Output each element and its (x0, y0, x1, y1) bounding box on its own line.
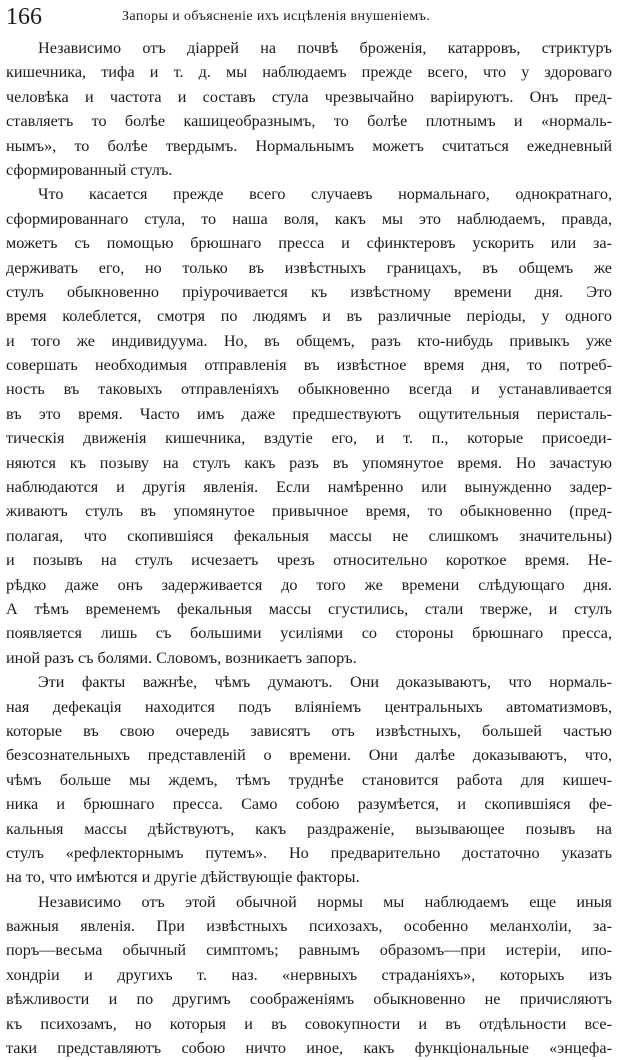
text-line: ника и брюшнаго пресса. Само собою разумѣется, и скопившіяся фе- (6, 795, 612, 814)
text-line: вѣжливости и по другимъ соображеніямъ обыкновенно не причисляютъ (6, 990, 612, 1009)
text-line: и позывъ на стулъ исчезаетъ чрезъ относительно короткое время. Не- (6, 551, 612, 570)
text-line: Независимо отъ этой обычной нормы мы наблюдаемъ еще иныя (38, 892, 612, 911)
text-line: полагая, что скопившіяся фекальныя массы не слишкомъ значительны) (6, 526, 612, 545)
text-line: кальныя массы дѣйствуютъ, какъ раздраженіе, вызывающее позывъ на (6, 819, 612, 838)
text-line: къ психозамъ, но которыя и въ совокупности и въ отдѣльности все- (6, 1014, 612, 1033)
text-line: ная дефекація находится подъ вліяніемъ центральныхъ автоматизмовъ, (6, 697, 612, 716)
text-line: ность въ таковыхъ отправленіяхъ обыкновенно всегда и устанавливается (6, 380, 612, 399)
running-title: Запоры и объясненіе ихъ исцѣленія внушеніемъ. (122, 9, 431, 24)
text-line: Эти факты важнѣе, чѣмъ думаютъ. Они доказываютъ, что нормаль- (38, 673, 612, 692)
text-line: на то, что имѣются и другіе дѣйствующіе факторы. (6, 868, 360, 887)
text-line: въ это время. Часто имъ даже предшествуютъ ощутительныя перисталь- (6, 404, 612, 423)
text-line: которые въ свою очередь зависятъ отъ извѣстныхъ, большей частью (6, 721, 612, 740)
text-line: появляется лишь съ большими усиліями со стороны брюшнаго пресса, (6, 624, 612, 643)
text-line: тическія движенія кишечника, вздутіе его, и т. п., которые присоеди- (6, 429, 612, 448)
text-line: держивать его, но только въ извѣстныхъ границахъ, въ общемъ же (6, 258, 612, 277)
text-line: кишечника, тифа и т. д. мы наблюдаемъ прежде всего, что у здороваго (6, 63, 612, 82)
paragraph (6, 670, 612, 890)
text-line: совершать необходимыя отправленія въ извѣстное время дня, то потреб- (6, 356, 612, 375)
text-line: сформированный стулъ. (6, 160, 173, 179)
paragraph (6, 182, 612, 670)
text-line: няются къ позыву на стулъ какъ разъ въ упомянутое время. Но зачастую (6, 453, 612, 472)
text-line: человѣка и частота и составъ стула чрезвычайно варіируютъ. Онъ пред- (6, 87, 612, 106)
paragraph (6, 36, 612, 182)
text-line: нымъ», то болѣе твердымъ. Нормальнымъ можетъ считаться ежедневный (6, 136, 612, 155)
text-line: иной разъ съ болями. Словомъ, возникаетъ запоръ. (6, 648, 357, 667)
text-line: сформированнаго стула, то наша воля, какъ мы это наблюдаемъ, правда, (6, 209, 612, 228)
text-line: А тѣмъ временемъ фекальныя массы сгустились, стали тверже, и стулъ (6, 599, 612, 618)
text-line: важныя явленія. При извѣстныхъ психозахъ, особенно меланхоліи, за- (6, 917, 612, 936)
text-line: и того же индивидуума. Но, въ общемъ, разъ кто-нибудь привыкъ уже (6, 331, 612, 350)
text-line: поръ—весьма обычный симптомъ; равнымъ образомъ—при истеріи, ипо- (6, 941, 612, 960)
paragraph (6, 890, 612, 1060)
text-line: безсознательныхъ представленій о времени. Они далѣе доказываютъ, что, (6, 746, 612, 765)
text-line: таки представляютъ собою ничто иное, какъ функціональные «энцефа- (6, 1039, 612, 1058)
text-line: Независимо отъ діаррей на почвѣ броженія, катарровъ, стриктуръ (38, 39, 612, 57)
text-line: Что касается прежде всего случаевъ нормальнаго, однократнаго, (38, 185, 612, 204)
text-line: живаютъ стулъ въ упомянутое привычное время, то обыкновенно (пред- (6, 502, 612, 521)
text-line: стулъ обыкновенно пріурочивается къ извѣстному времени дня. Это (6, 282, 612, 301)
text-body (6, 36, 612, 1060)
text-line: наблюдаются и другія явленія. Если намѣренно или вынужденно задер- (6, 478, 612, 497)
page-header (6, 2, 612, 32)
text-line: можетъ съ помощью брюшнаго пресса и сфинктеровъ ускорить или за- (6, 234, 612, 253)
text-line: ставляетъ то болѣе кашицеобразнымъ, то болѣе плотнымъ и «нормаль- (6, 112, 612, 131)
text-line: время колеблется, смотря по людямъ и въ различные періоды, у одного (6, 307, 612, 326)
text-line: рѣдко даже онъ задерживается до того же времени слѣдующаго дня. (6, 575, 612, 594)
page-number: 166 (6, 4, 42, 30)
text-line: чѣмъ больше мы ждемъ, тѣмъ труднѣе становится работа для кишеч- (6, 770, 612, 789)
text-line: стулъ «рефлекторнымъ путемъ». Но предварительно достаточно указать (6, 843, 612, 862)
text-line: хондріи и другихъ т. наз. «нервныхъ страданіяхъ», которыхъ изъ (6, 965, 612, 984)
